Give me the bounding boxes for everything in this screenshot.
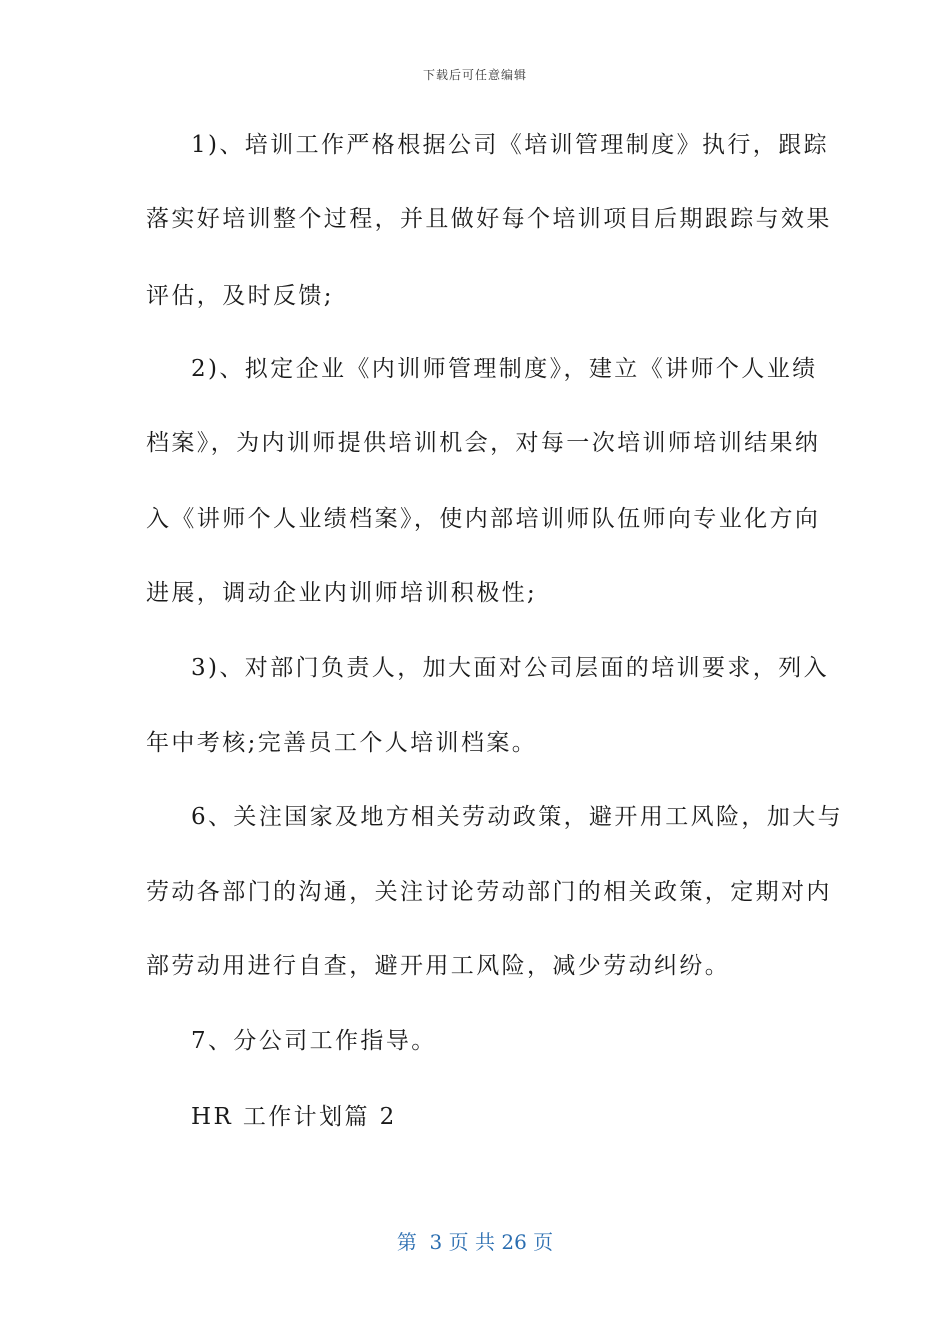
- section-heading: HR 工作计划篇 2: [191, 1104, 397, 1130]
- text-line: 2)、拟定企业《内训师管理制度》，建立《讲师个人业绩: [191, 356, 818, 382]
- text-line: 入《讲师个人业绩档案》，使内部培训师队伍师向专业化方向: [146, 506, 821, 532]
- text-line: 3)、对部门负责人，加大面对公司层面的培训要求，列入: [191, 655, 830, 681]
- text-line: 6、关注国家及地方相关劳动政策，避开用工风险，加大与: [191, 804, 844, 830]
- text-line: 7、分公司工作指导。: [191, 1028, 437, 1054]
- text-line: 年中考核;完善员工个人培训档案。: [146, 730, 538, 756]
- text-line: 劳动各部门的沟通，关注讨论劳动部门的相关政策，定期对内: [146, 879, 832, 905]
- text-line: 落实好培训整个过程，并且做好每个培训项目后期跟踪与效果: [146, 206, 832, 232]
- text-line: 1)、培训工作严格根据公司《培训管理制度》执行，跟踪: [191, 132, 830, 158]
- text-line: 部劳动用进行自查，避开用工风险，减少劳动纠纷。: [146, 953, 731, 979]
- header-note: 下载后可任意编辑: [422, 68, 527, 82]
- text-line: 档案》，为内训师提供培训机会，对每一次培训师培训结果纳: [146, 430, 821, 456]
- text-line: 进展，调动企业内训师培训积极性;: [146, 580, 538, 606]
- page-number-footer: 第 3 页 共 26 页: [396, 1230, 554, 1254]
- text-line: 评估，及时反馈;: [146, 283, 334, 309]
